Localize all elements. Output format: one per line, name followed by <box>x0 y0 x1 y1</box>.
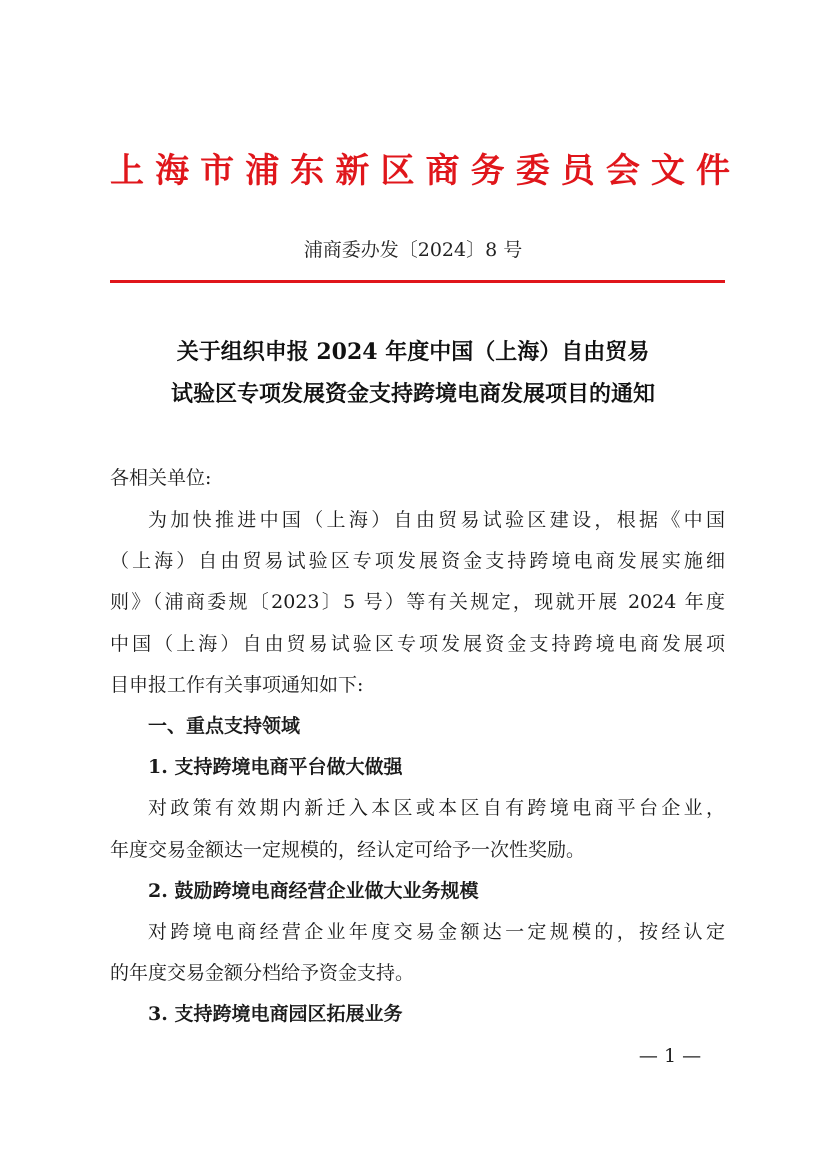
item-text-line: 对政策有效期内新迁入本区或本区自有跨境电商平台企业， <box>148 797 725 819</box>
page-number: — 1 — <box>638 1045 702 1067</box>
section-heading: 一、重点支持领域 <box>148 715 301 737</box>
intro-line: （上海）自由贸易试验区专项发展资金支持跨境电商发展实施细 <box>110 550 725 572</box>
red-divider <box>110 280 725 283</box>
intro-line: 为加快推进中国（上海）自由贸易试验区建设，根据《中国 <box>148 509 725 531</box>
intro-line: 则》（浦商委规〔2023〕5 号）等有关规定，现就开展 2024 年度 <box>110 591 725 613</box>
notice-title-line-2: 试验区专项发展资金支持跨境电商发展项目的通知 <box>170 381 655 407</box>
item-text-line: 年度交易金额达一定规模的，经认定可给予一次性奖励。 <box>110 839 586 861</box>
document-number: 浦商委办发〔2024〕8 号 <box>303 239 523 261</box>
salutation: 各相关单位: <box>110 467 212 489</box>
item-text-line: 的年度交易金额分档给予资金支持。 <box>110 962 415 984</box>
issuer-title: 上海市浦东新区商务委员会文件 <box>110 151 730 191</box>
item-text-line: 对跨境电商经营企业年度交易金额达一定规模的，按经认定 <box>148 921 725 943</box>
item-heading: 3. 支持跨境电商园区拓展业务 <box>148 1003 403 1025</box>
intro-line: 目申报工作有关事项通知如下: <box>110 674 364 696</box>
notice-title-line-1: 关于组织申报 2024 年度中国（上海）自由贸易 <box>176 339 650 365</box>
item-heading: 2. 鼓励跨境电商经营企业做大业务规模 <box>148 880 479 902</box>
intro-line: 中国（上海）自由贸易试验区专项发展资金支持跨境电商发展项 <box>110 633 725 655</box>
item-heading: 1. 支持跨境电商平台做大做强 <box>148 756 403 778</box>
